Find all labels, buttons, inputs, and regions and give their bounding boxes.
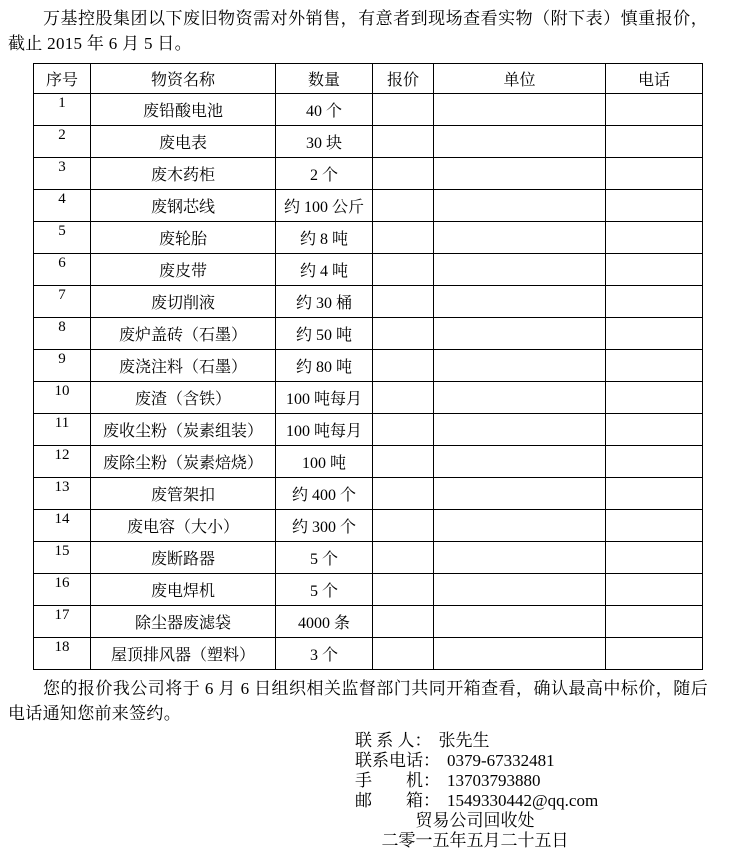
cell-unit [434, 638, 606, 670]
cell-price [373, 318, 434, 350]
cell-unit [434, 126, 606, 158]
cell-quantity: 3 个 [276, 638, 373, 670]
cell-index: 8 [34, 318, 91, 350]
cell-price [373, 510, 434, 542]
cell-quantity: 100 吨每月 [276, 382, 373, 414]
table-row [34, 222, 703, 254]
cell-material-name: 废铅酸电池 [91, 94, 276, 126]
cell-price [373, 382, 434, 414]
cell-index: 4 [34, 190, 91, 222]
cell-quantity: 约 80 吨 [276, 350, 373, 382]
cell-index: 9 [34, 350, 91, 382]
cell-index: 5 [34, 222, 91, 254]
cell-material-name: 废管架扣 [91, 478, 276, 510]
col-header-unit: 单位 [434, 64, 606, 94]
col-header-price: 报价 [373, 64, 434, 94]
cell-material-name: 废除尘粉（炭素焙烧） [91, 446, 276, 478]
cell-price [373, 574, 434, 606]
cell-index: 10 [34, 382, 91, 414]
cell-price [373, 94, 434, 126]
col-header-quantity: 数量 [276, 64, 373, 94]
cell-price [373, 158, 434, 190]
table-row [34, 158, 703, 190]
cell-phone [606, 638, 703, 670]
cell-material-name: 废轮胎 [91, 222, 276, 254]
cell-index: 16 [34, 574, 91, 606]
table-body [34, 94, 703, 670]
contact-person-label: 联 系 人： [355, 731, 432, 750]
cell-unit [434, 574, 606, 606]
cell-material-name: 废皮带 [91, 254, 276, 286]
cell-phone [606, 446, 703, 478]
cell-price [373, 414, 434, 446]
cell-quantity: 约 4 吨 [276, 254, 373, 286]
cell-material-name: 废电焊机 [91, 574, 276, 606]
cell-material-name: 废收尘粉（炭素组装） [91, 414, 276, 446]
cell-price [373, 350, 434, 382]
cell-price [373, 286, 434, 318]
contact-telephone-value: 0379-67332481 [447, 751, 555, 770]
cell-index: 18 [34, 638, 91, 670]
cell-index: 3 [34, 158, 91, 190]
cell-price [373, 254, 434, 286]
cell-unit [434, 382, 606, 414]
signature-line: 贸易公司回收处 [415, 811, 535, 830]
cell-phone [606, 510, 703, 542]
table-row [34, 446, 703, 478]
table-row [34, 126, 703, 158]
cell-index: 11 [34, 414, 91, 446]
cell-price [373, 446, 434, 478]
cell-quantity: 约 8 吨 [276, 222, 373, 254]
cell-price [373, 222, 434, 254]
contact-telephone-line [355, 751, 595, 771]
cell-unit [434, 414, 606, 446]
cell-index: 6 [34, 254, 91, 286]
cell-material-name: 屋顶排风器（塑料） [91, 638, 276, 670]
cell-unit [434, 94, 606, 126]
cell-unit [434, 190, 606, 222]
cell-price [373, 542, 434, 574]
cell-unit [434, 478, 606, 510]
cell-unit [434, 318, 606, 350]
contact-person-value: 张先生 [438, 731, 490, 750]
cell-index: 7 [34, 286, 91, 318]
cell-quantity: 100 吨 [276, 446, 373, 478]
cell-quantity: 40 个 [276, 94, 373, 126]
date-line: 二零一五年五月二十五日 [381, 831, 569, 850]
cell-unit [434, 350, 606, 382]
col-header-index: 序号 [34, 64, 91, 94]
table-row [34, 190, 703, 222]
cell-phone [606, 542, 703, 574]
cell-price [373, 638, 434, 670]
cell-material-name: 废钢芯线 [91, 190, 276, 222]
cell-quantity: 约 400 个 [276, 478, 373, 510]
notice-paragraph: 您的报价我公司将于 6 月 6 日组织相关监督部门共同开箱查看，确认最高中标价，随后电话通知您前来签约。 [8, 679, 708, 723]
contact-person-line [355, 731, 595, 751]
cell-index: 17 [34, 606, 91, 638]
cell-quantity: 5 个 [276, 542, 373, 574]
cell-phone [606, 574, 703, 606]
cell-phone [606, 606, 703, 638]
cell-quantity: 2 个 [276, 158, 373, 190]
table-row [34, 94, 703, 126]
table-row [34, 382, 703, 414]
cell-price [373, 190, 434, 222]
cell-unit [434, 286, 606, 318]
cell-material-name: 废浇注料（石墨） [91, 350, 276, 382]
cell-phone [606, 94, 703, 126]
col-header-material: 物资名称 [91, 64, 276, 94]
cell-unit [434, 158, 606, 190]
cell-quantity: 约 50 吨 [276, 318, 373, 350]
contact-block [355, 731, 599, 851]
cell-index: 1 [34, 94, 91, 126]
cell-unit [434, 446, 606, 478]
cell-quantity: 约 30 桶 [276, 286, 373, 318]
table-row [34, 542, 703, 574]
contact-email-label: 邮 箱： [355, 791, 440, 810]
cell-phone [606, 350, 703, 382]
cell-phone [606, 414, 703, 446]
cell-phone [606, 254, 703, 286]
cell-price [373, 606, 434, 638]
cell-price [373, 478, 434, 510]
cell-index: 12 [34, 446, 91, 478]
cell-phone [606, 382, 703, 414]
table-header-row [34, 64, 703, 94]
cell-unit [434, 606, 606, 638]
contact-mobile-line [355, 771, 595, 791]
cell-quantity: 约 300 个 [276, 510, 373, 542]
cell-unit [434, 542, 606, 574]
cell-unit [434, 222, 606, 254]
cell-material-name: 除尘器废滤袋 [91, 606, 276, 638]
cell-index: 14 [34, 510, 91, 542]
cell-quantity: 5 个 [276, 574, 373, 606]
cell-unit [434, 254, 606, 286]
cell-index: 2 [34, 126, 91, 158]
cell-phone [606, 318, 703, 350]
table-row [34, 510, 703, 542]
cell-phone [606, 222, 703, 254]
materials-table [33, 63, 703, 670]
cell-index: 13 [34, 478, 91, 510]
cell-quantity: 100 吨每月 [276, 414, 373, 446]
cell-material-name: 废渣（含铁） [91, 382, 276, 414]
intro-paragraph: 万基控股集团以下废旧物资需对外销售，有意者到现场查看实物（附下表）慎重报价，截止 2015 年 6 月 5 日。 [8, 9, 708, 53]
cell-phone [606, 158, 703, 190]
cell-material-name: 废切削液 [91, 286, 276, 318]
table-row [34, 350, 703, 382]
contact-email-value: 1549330442@qq.com [447, 791, 599, 810]
cell-price [373, 126, 434, 158]
cell-material-name: 废电容（大小） [91, 510, 276, 542]
table-row [34, 606, 703, 638]
table-row [34, 478, 703, 510]
cell-phone [606, 478, 703, 510]
cell-quantity: 30 块 [276, 126, 373, 158]
contact-telephone-label: 联系电话： [355, 751, 440, 770]
cell-index: 15 [34, 542, 91, 574]
cell-quantity: 约 100 公斤 [276, 190, 373, 222]
table-row [34, 574, 703, 606]
contact-mobile-label: 手 机： [355, 771, 440, 790]
col-header-phone: 电话 [606, 64, 703, 94]
table-row [34, 414, 703, 446]
cell-phone [606, 126, 703, 158]
table-row [34, 254, 703, 286]
table-row [34, 318, 703, 350]
contact-email-line [355, 791, 599, 811]
cell-quantity: 4000 条 [276, 606, 373, 638]
cell-phone [606, 190, 703, 222]
cell-material-name: 废断路器 [91, 542, 276, 574]
cell-material-name: 废木药柜 [91, 158, 276, 190]
cell-material-name: 废电表 [91, 126, 276, 158]
contact-mobile-value: 13703793880 [447, 771, 541, 790]
table-row [34, 286, 703, 318]
cell-unit [434, 510, 606, 542]
cell-material-name: 废炉盖砖（石墨） [91, 318, 276, 350]
table-row [34, 638, 703, 670]
cell-phone [606, 286, 703, 318]
